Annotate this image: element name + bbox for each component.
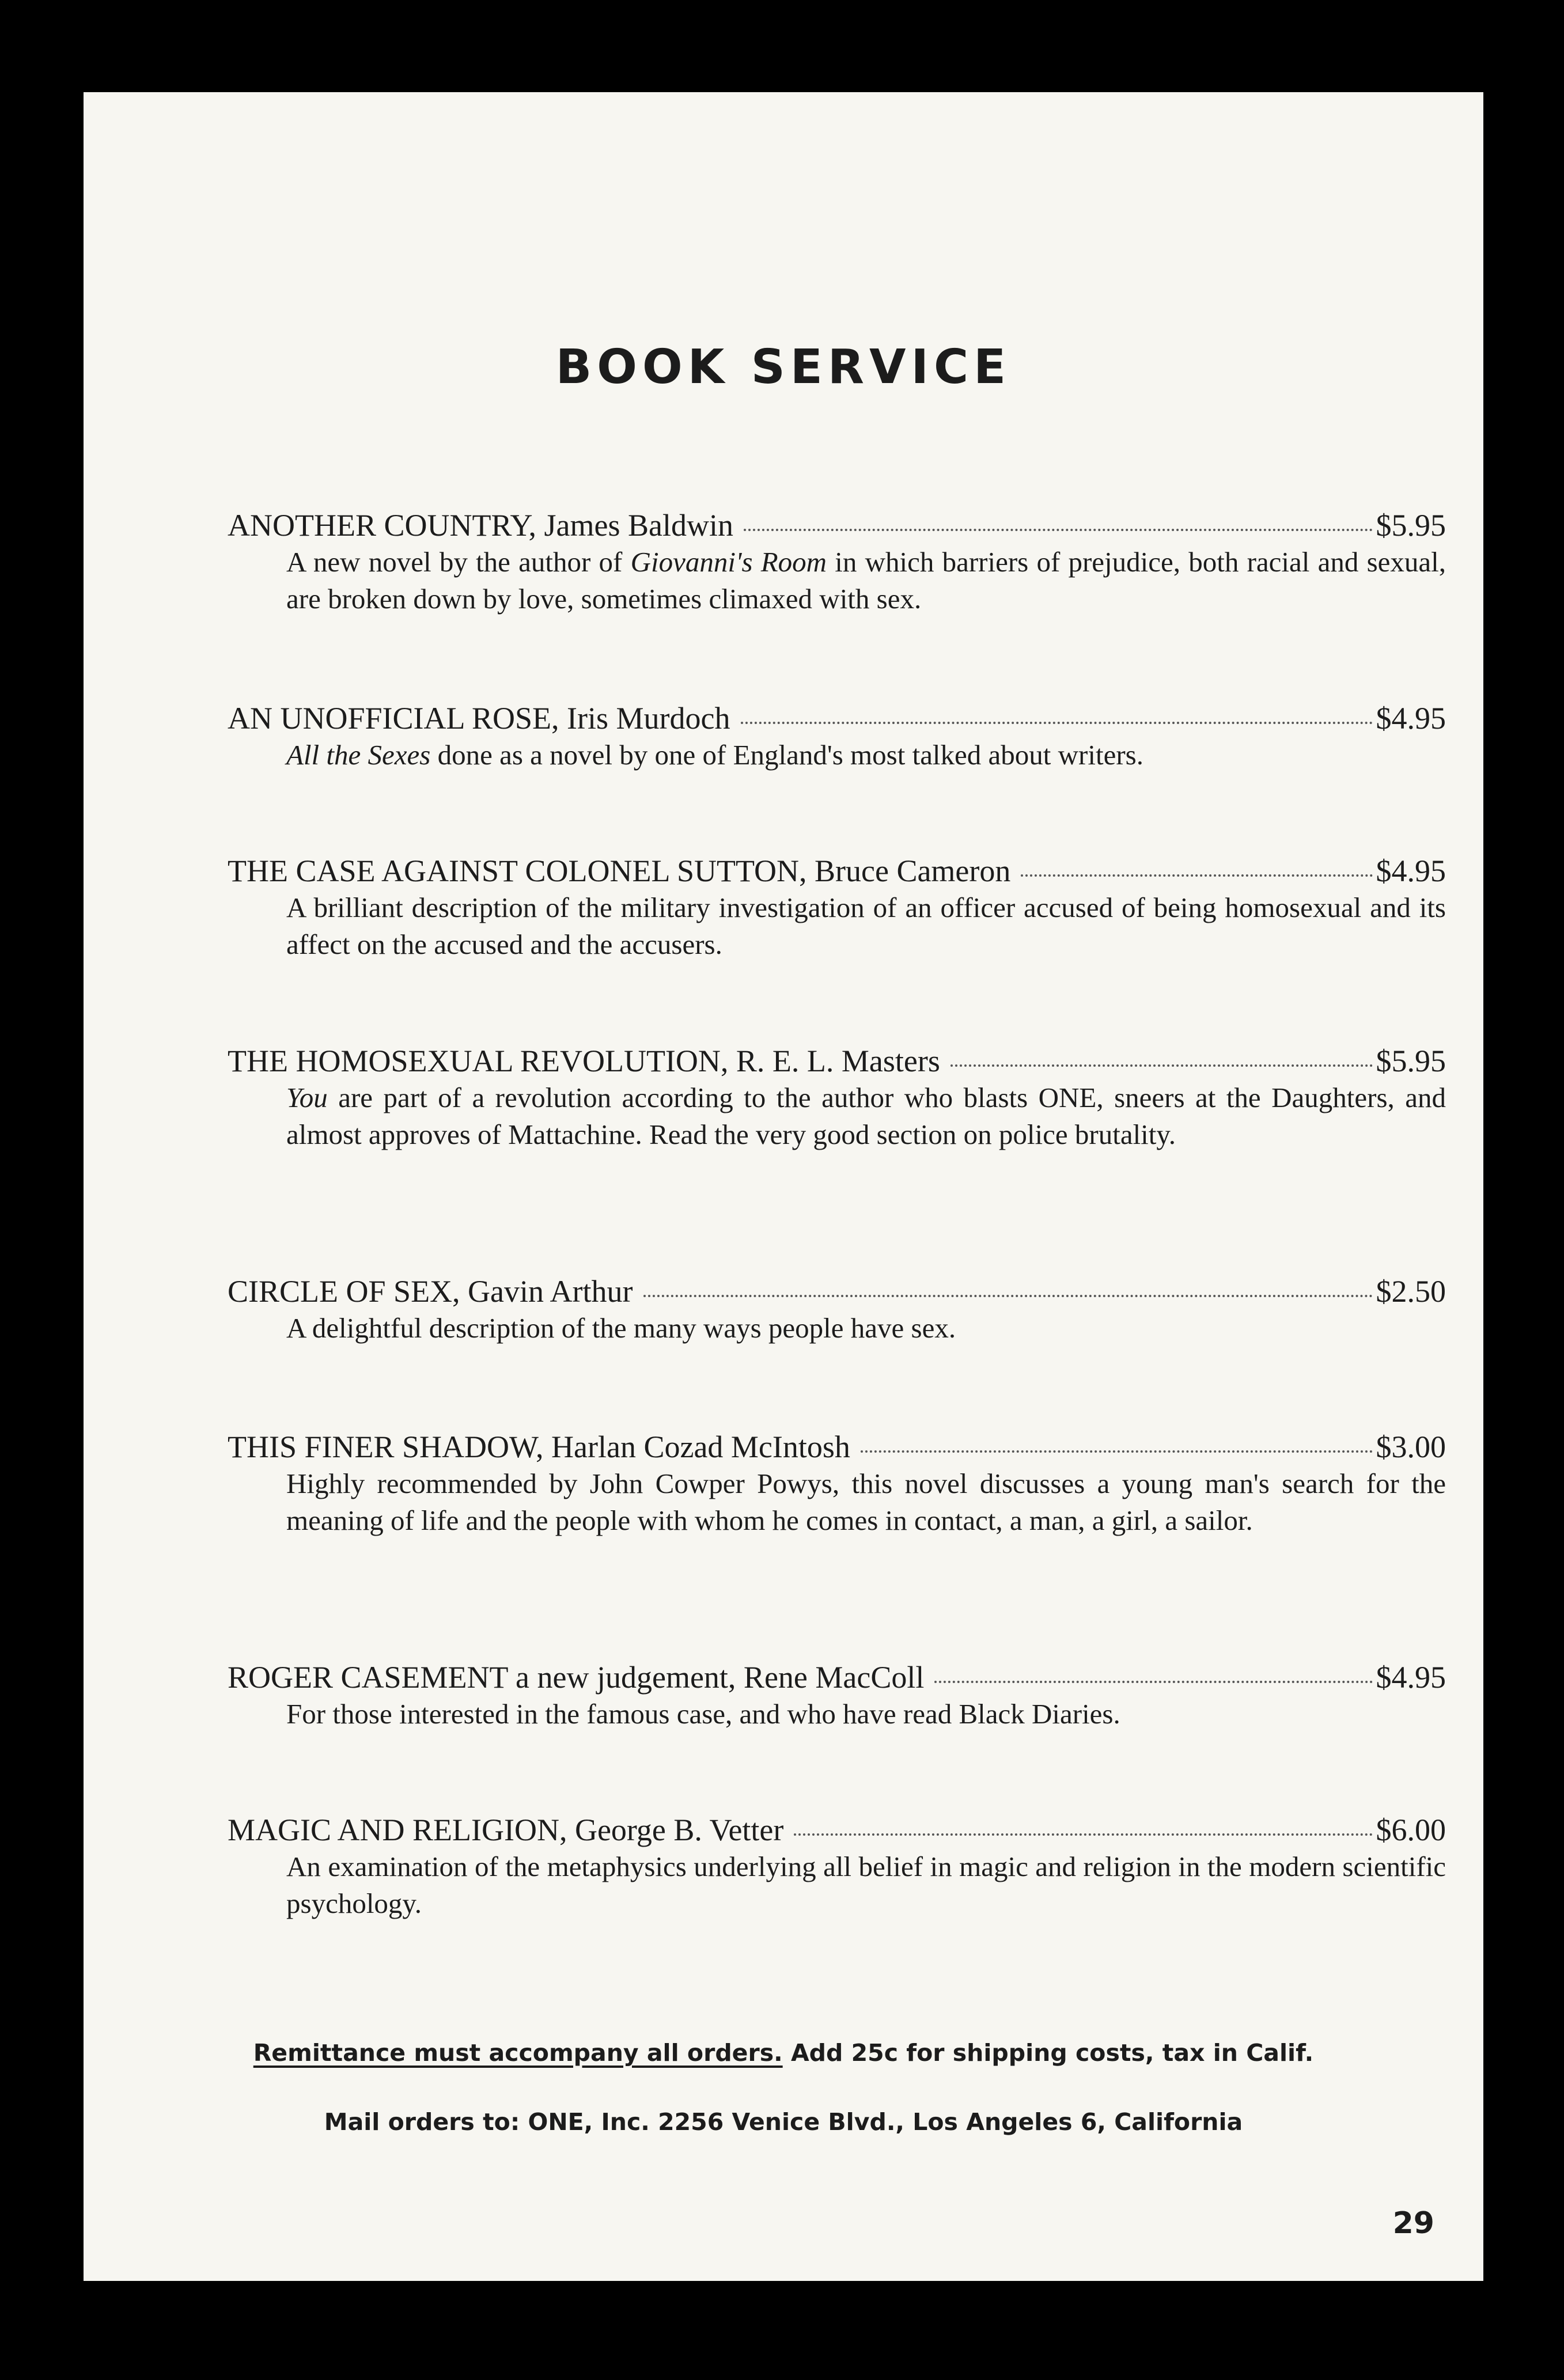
book-entry (228, 852, 1446, 963)
dot-leader (1021, 874, 1372, 877)
book-description (286, 544, 1446, 617)
desc-text: A new novel by the author of (286, 546, 631, 578)
book-entry (228, 1043, 1446, 1153)
desc-italic: Giovanni's Room (630, 546, 827, 578)
book-description (286, 737, 1446, 774)
book-title: THIS FINER SHADOW, Harlan Cozad McIntosh (228, 1430, 850, 1464)
page-number: 29 (1392, 2206, 1434, 2241)
dot-leader (934, 1681, 1372, 1683)
book-title: THE CASE AGAINST COLONEL SUTTON, Bruce Cameron (228, 854, 1011, 888)
book-title: ROGER CASEMENT a new judgement, Rene MacColl (228, 1660, 925, 1695)
book-title-line (228, 852, 1446, 889)
dot-leader (861, 1450, 1373, 1453)
desc-text: are part of a revolution according to the author who blasts ONE, sneers at the Daughters, and almost approves of Mattachine. Read the very good section on police brutality. (286, 1082, 1446, 1150)
book-title: MAGIC AND RELIGION, George B. Vetter (228, 1813, 784, 1847)
book-description: A brilliant description of the military investigation of an officer accused of being homosexual and its affect on the accused and the accusers. (286, 892, 1446, 960)
book-price: $4.95 (1376, 1660, 1446, 1695)
book-title: CIRCLE OF SEX, Gavin Arthur (228, 1274, 633, 1309)
book-price: $5.95 (1376, 1044, 1446, 1078)
book-price: $2.50 (1376, 1274, 1446, 1309)
book-title-line (228, 1811, 1446, 1848)
remittance-underlined: Remittance must accompany all orders. (253, 2039, 783, 2067)
book-title: ANOTHER COUNTRY, James Baldwin (228, 508, 734, 543)
dot-leader (794, 1833, 1372, 1836)
book-title-line (228, 1043, 1446, 1079)
book-price: $3.00 (1376, 1430, 1446, 1464)
book-title: AN UNOFFICIAL ROSE, Iris Murdoch (228, 701, 730, 736)
desc-text: in which barriers of prejudice, both racial and sexual, are broken down by love, sometimes climaxed with sex. (286, 546, 1446, 615)
book-service-page (84, 92, 1483, 2281)
page-title: BOOK SERVICE (555, 340, 1012, 395)
book-title-line (228, 700, 1446, 737)
book-price: $6.00 (1376, 1813, 1446, 1847)
book-title-line (228, 1273, 1446, 1310)
book-entry (228, 1273, 1446, 1347)
book-price: $4.95 (1376, 854, 1446, 888)
book-title: THE HOMOSEXUAL REVOLUTION, R. E. L. Masters (228, 1044, 940, 1078)
book-title-line (228, 507, 1446, 544)
remittance-note (84, 2039, 1483, 2067)
book-entry (228, 507, 1446, 617)
book-description: A delightful description of the many ways people have sex. (286, 1312, 956, 1344)
book-entry (228, 1811, 1446, 1922)
book-price: $5.95 (1376, 508, 1446, 543)
book-price: $4.95 (1376, 701, 1446, 736)
book-title-line (228, 1428, 1446, 1465)
desc-italic: You (286, 1082, 328, 1113)
book-description: For those interested in the famous case, and who have read Black Diaries. (286, 1698, 1120, 1730)
book-title-line (228, 1659, 1446, 1696)
dot-leader (741, 722, 1373, 724)
book-description (286, 1079, 1446, 1153)
book-entry (228, 700, 1446, 774)
dot-leader (643, 1295, 1373, 1297)
book-description: Highly recommended by John Cowper Powys, this novel discusses a young man's search for the meaning of life and the people with whom he comes in contact, a man, a girl, a sailor. (286, 1468, 1446, 1536)
book-entry (228, 1659, 1446, 1733)
book-description: An examination of the metaphysics underlying all belief in magic and religion in the modern scientific psychology. (286, 1851, 1446, 1919)
dot-leader (744, 529, 1372, 531)
mail-address: Mail orders to: ONE, Inc. 2256 Venice Blvd., Los Angeles 6, California (324, 2108, 1243, 2136)
desc-italic: All the Sexes (286, 739, 431, 771)
remittance-rest: Add 25c for shipping costs, tax in Calif. (782, 2039, 1314, 2067)
book-entry (228, 1428, 1446, 1539)
dot-leader (950, 1064, 1373, 1067)
desc-text: done as a novel by one of England's most talked about writers. (430, 739, 1143, 771)
